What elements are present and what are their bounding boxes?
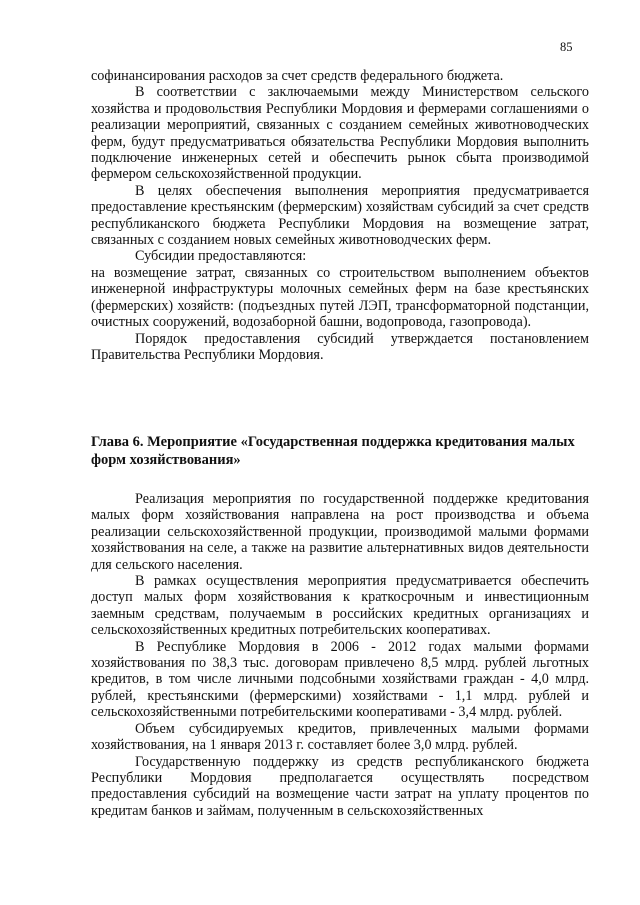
page-number: 85 bbox=[560, 40, 573, 54]
paragraph: Объем субсидируемых кредитов, привлеченных малыми формами хозяйствования, на 1 января 2013 г. составляет более 3,0 млрд. рублей. bbox=[91, 720, 589, 754]
paragraph: Государственную поддержку из средств республиканского бюджета Республики Мордовия предполагается осуществлять посредством предоставления субсидий на возмещение части затрат на уплату процентов по кредитам банков и займам, полученным в сельскохозяйственных bbox=[91, 753, 589, 819]
paragraph: Реализация мероприятия по государственной поддержке кредитования малых форм хозяйствования направлена на рост производства и объема реализации сельскохозяйственной продукции, производимой малыми формами хозяйствования на селе, а также на развитие альтернативных видов деятельности для сельского населения. bbox=[91, 491, 589, 573]
paragraph: В соответствии с заключаемыми между Министерством сельского хозяйства и продовольствия Республики Мордовия и фермерами соглашениями о реализации мероприятий, связанных с созданием семейных животноводческих ферм, будут предусматриваться обязательства Республики Мордовия выполнить подключение инженерных сетей и обеспечить рынок сбыта производимой фермером сельскохозяйственной продукции. bbox=[91, 84, 589, 183]
paragraph: В Республике Мордовия в 2006 - 2012 годах малыми формами хозяйствования по 38,3 тыс. договорам привлечено 8,5 млрд. рублей льготных кредитов, в том числе личными подсобными хозяйствами граждан - 4,0 млрд. рублей, крестьянскими (фермерскими) хозяйствами - 1,1 млрд. рублей и сельскохозяйственными потребительскими кооперативами - 3,4 млрд. рублей. bbox=[91, 638, 589, 721]
paragraph: Субсидии предоставляются: bbox=[135, 248, 307, 265]
paragraph: В рамках осуществления мероприятия предусматривается обеспечить доступ малых форм хозяйствования к краткосрочным и инвестиционным заемным средствам, получаемым в российских кредитных организациях и сельскохозяйственных кредитных потребительских кооперативах. bbox=[91, 573, 589, 639]
paragraph: на возмещение затрат, связанных со строительством выполнением объектов инженерной инфраструктуры молочных семейных ферм на базе крестьянских (фермерских) хозяйств: (подъездных путей ЛЭП, трансформаторной подстанции, очистных сооружений, водозаборной башни, водопровода, газопровода). bbox=[91, 264, 589, 331]
chapter-heading: Глава 6. Мероприятие «Государственная поддержка кредитования малых форм хозяйствования» bbox=[91, 434, 575, 468]
paragraph: софинансирования расходов за счет средств федерального бюджета. bbox=[91, 68, 504, 84]
paragraph: В целях обеспечения выполнения мероприятия предусматривается предоставление крестьянским (фермерским) хозяйствам субсидий за счет средств республиканского бюджета Республики Мордовия на возмещение затрат, связанных с созданием новых семейных животноводческих ферм. bbox=[91, 182, 589, 249]
paragraph: Порядок предоставления субсидий утверждается постановлением Правительства Республики Мордовия. bbox=[91, 330, 589, 363]
text-block-lower bbox=[91, 491, 589, 819]
text-block-upper bbox=[91, 68, 589, 363]
